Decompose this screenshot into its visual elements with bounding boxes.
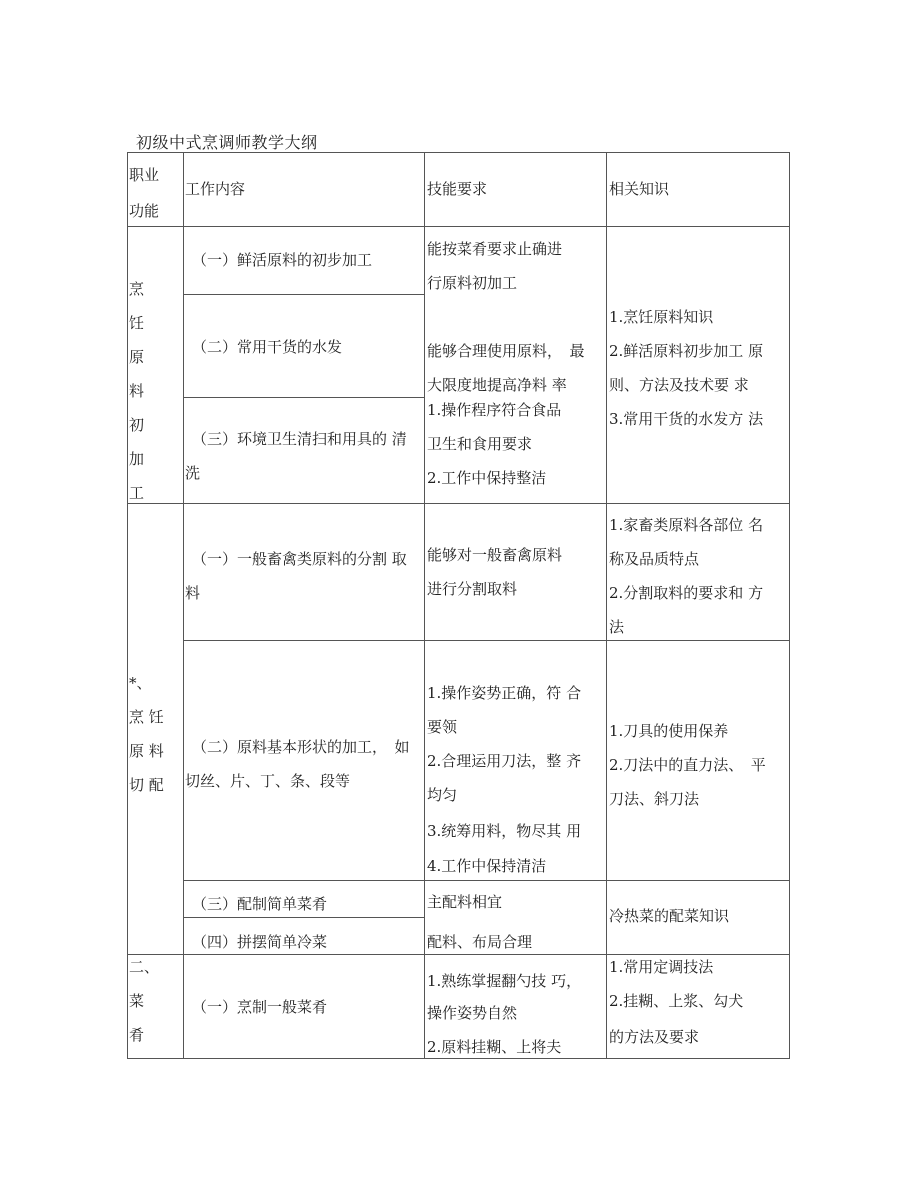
s3-row1-skill-line2: 操作姿势自然 xyxy=(427,1004,518,1022)
s1-knowledge-line1: 1.烹饪原料知识 xyxy=(609,308,714,326)
s2-row1-skill-line2: 进行分割取料 xyxy=(427,580,518,598)
s2-row1-skill-line1: 能够对一般畜禽原料 xyxy=(427,546,563,564)
s3-row1-knowledge-line3: 的方法及要求 xyxy=(609,1028,700,1046)
s3-row1-knowledge-line1: 1.常用定调技法 xyxy=(609,958,714,976)
section2-function-line4: 切 配 xyxy=(129,776,164,794)
section3-function-line2: 菜 xyxy=(129,992,145,1010)
section2-function-line2: 烹 饪 xyxy=(129,708,164,726)
section2-function-line1: *、 xyxy=(129,674,152,692)
section1-function-char: 初 xyxy=(129,416,145,434)
s2-row2-knowledge-line3: 刀法、斜刀法 xyxy=(609,790,700,808)
s2-shared-knowledge: 冷热菜的配菜知识 xyxy=(609,907,730,925)
section3-function-line1: 二、 xyxy=(129,958,160,976)
document-title: 初级中式烹调师教学大纲 xyxy=(136,133,318,152)
s2-row2-knowledge-line1: 1.刀具的使用保养 xyxy=(609,722,729,740)
s1-row3-content-line2: 洗 xyxy=(185,464,201,482)
s3-row1-skill-line3: 2.原料挂糊、上将夫 xyxy=(427,1038,562,1056)
section1-function-char: 加 xyxy=(129,450,145,468)
s1-knowledge-line4: 3.常用干货的水发方 法 xyxy=(609,410,764,428)
s2-row1-content-line1: （一）一般畜禽类原料的分割 取 xyxy=(192,550,407,568)
s2-row4-skill: 配料、布局合理 xyxy=(427,933,533,951)
section1-function-char: 工 xyxy=(129,484,145,502)
s2-row1-knowledge-line1: 1.家畜类原料各部位 名 xyxy=(609,516,764,534)
s2-row2-skill-line2: 要领 xyxy=(427,718,458,736)
s1-row3-skill-line3: 2.工作中保持整洁 xyxy=(427,469,547,487)
s2-row1-content-line2: 料 xyxy=(185,584,201,602)
s2-row2-skill-line1: 1.操作姿势正确，符 合 xyxy=(427,684,582,702)
s3-row1-content: （一）烹制一般菜肴 xyxy=(192,998,328,1016)
s2-row3-skill: 主配料相宜 xyxy=(427,893,503,911)
s1-row1-content: （一）鲜活原料的初步加工 xyxy=(192,251,373,269)
s2-row2-knowledge-line2: 2.刀法中的直力法、 平 xyxy=(609,756,766,774)
s2-row2-skill-line5: 3.统筹用料，物尽其 用 xyxy=(427,822,582,840)
header-function-line2: 功能 xyxy=(129,202,160,220)
s1-row1-skill-line1: 能按菜肴要求止确进 xyxy=(427,240,563,258)
s1-row2-content: （二）常用干货的水发 xyxy=(192,338,343,356)
s2-row2-content-line2: 切丝、片、丁、条、段等 xyxy=(185,772,351,790)
s2-row1-knowledge-line4: 法 xyxy=(609,618,625,636)
s2-row2-content-line1: （二）原料基本形状的加工， 如 xyxy=(192,738,410,756)
section3-function-line3: 肴 xyxy=(129,1026,145,1044)
section1-function-char: 烹 xyxy=(129,280,145,298)
s2-row3-content: （三）配制简单菜肴 xyxy=(192,895,328,913)
section1-function-char: 料 xyxy=(129,382,145,400)
s2-row2-skill-line3: 2.合理运用刀法，整 齐 xyxy=(427,752,582,770)
s3-row1-skill-line1: 1.熟练掌握翻勺技 巧， xyxy=(427,972,582,990)
section1-function-char: 饪 xyxy=(129,314,145,332)
s2-row4-content: （四）拼摆简单冷菜 xyxy=(192,933,328,951)
s1-row2-skill-line2: 大限度地提高净料 率 xyxy=(427,376,567,394)
header-function-line1: 职业 xyxy=(129,166,160,184)
s2-row2-skill-line4: 均匀 xyxy=(427,786,458,804)
s1-row3-skill-line1: 1.操作程序符合食品 xyxy=(427,401,562,419)
s3-row1-knowledge-line2: 2.挂糊、上浆、勾犬 xyxy=(609,992,744,1010)
s1-knowledge-line2: 2.鲜活原料初步加工 原 xyxy=(609,342,764,360)
s1-row3-skill-line2: 卫生和食用要求 xyxy=(427,435,533,453)
section2-function-line3: 原 料 xyxy=(129,742,164,760)
s1-row1-skill-line2: 行原料初加工 xyxy=(427,274,518,292)
s1-row3-content-line1: （三）环境卫生清扫和用具的 清 xyxy=(192,430,407,448)
header-content: 工作内容 xyxy=(185,180,246,198)
header-knowledge: 相关知识 xyxy=(609,180,670,198)
s1-row2-skill-line1: 能够合理使用原料， 最 xyxy=(427,342,585,360)
s2-row1-knowledge-line3: 2.分割取料的要求和 方 xyxy=(609,584,764,602)
s1-knowledge-line3: 则、方法及技术要 求 xyxy=(609,376,749,394)
header-skills: 技能要求 xyxy=(427,180,488,198)
s2-row2-skill-line6: 4.工作中保持清洁 xyxy=(427,857,547,875)
section1-function-char: 原 xyxy=(129,348,145,366)
s2-row1-knowledge-line2: 称及品质特点 xyxy=(609,550,700,568)
